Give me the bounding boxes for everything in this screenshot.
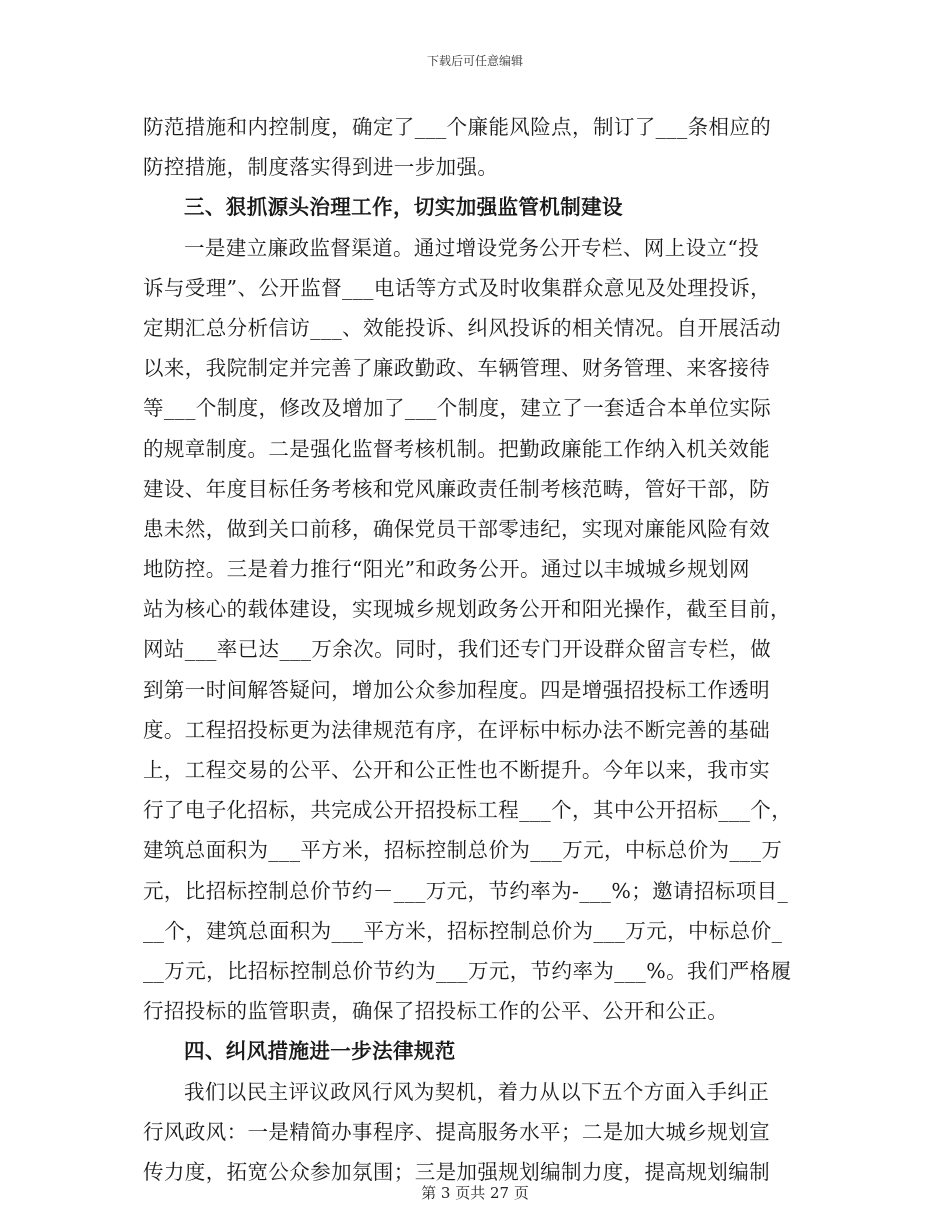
text-line: 建设、年度目标任务考核和党风廉政责任制考核范畴，管好干部，防 bbox=[143, 476, 770, 501]
section-heading: 四、纠风措施进一步法律规范 bbox=[184, 1039, 456, 1064]
text-line: 上，工程交易的公平、公开和公正性也不断提升。今年以来，我市实 bbox=[143, 758, 770, 782]
text-line: 以来，我院制定并完善了廉政勤政、车辆管理、财务管理、来客接待 bbox=[143, 356, 770, 381]
text-line: 诉与受理”、公开监督___电话等方式及时收集群众意见及处理投诉， bbox=[143, 275, 772, 300]
text-line: 网站___率已达___万余次。同时，我们还专门开设群众留言专栏，做 bbox=[143, 637, 772, 662]
text-line: __个，建筑总面积为___平方米，招标控制总价为___万元，中标总价_ bbox=[143, 918, 783, 943]
text-line: 一是建立廉政监督渠道。通过增设党务公开专栏、网上设立“投 bbox=[184, 235, 760, 260]
text-line: 我们以民主评议政风行风为契机，着力从以下五个方面入手纠正 bbox=[184, 1079, 770, 1104]
text-line: 建筑总面积为___平方米，招标控制总价为___万元，中标总价为___万 bbox=[143, 838, 783, 863]
text-line: 地防控。三是着力推行“阳光”和政务公开。通过以丰城城乡规划网 bbox=[143, 557, 750, 582]
text-line: 定期汇总分析信访___、效能投诉、纠风投诉的相关情况。自开展活动 bbox=[143, 315, 782, 340]
text-line: __万元，比招标控制总价节约为___万元，节约率为___%。我们严格履 bbox=[143, 958, 792, 983]
text-line: 的规章制度。二是强化监督考核机制。把勤政廉能工作纳入机关效能 bbox=[143, 436, 770, 461]
text-line: 行招投标的监管职责，确保了招投标工作的公平、公开和公正。 bbox=[143, 999, 729, 1024]
page-footer: 第 3 页共 27 页 bbox=[421, 1184, 529, 1202]
text-line: 患未然，做到关口前移，确保党员干部零违纪，实现对廉能风险有效 bbox=[143, 516, 770, 541]
section-heading: 三、狠抓源头治理工作，切实加强监管机制建设 bbox=[184, 195, 623, 220]
text-line: 站为核心的载体建设，实现城乡规划政务公开和阳光操作，截至目前， bbox=[143, 597, 791, 622]
text-line: 等___个制度，修改及增加了___个制度，建立了一套适合本单位实际 bbox=[143, 396, 772, 421]
text-line: 元，比招标控制总价节约－___万元，节约率为-___%；邀请招标项目_ bbox=[143, 878, 789, 903]
text-line: 传力度，拓宽公众参加氛围；三是加强规划编制力度，提高规划编制 bbox=[143, 1159, 770, 1184]
text-line: 行了电子化招标，共完成公开招投标工程___个，其中公开招标___个， bbox=[143, 798, 793, 823]
text-line: 行风政风：一是精简办事程序、提高服务水平；二是加大城乡规划宣 bbox=[143, 1119, 770, 1144]
text-line: 防控措施，制度落实得到进一步加强。 bbox=[143, 155, 499, 180]
document-body bbox=[143, 108, 808, 1193]
text-line: 防范措施和内控制度，确定了___个廉能风险点，制订了___条相应的 bbox=[143, 115, 772, 139]
text-line: 度。工程招投标更为法律规范有序，在评标中标办法不断完善的基础 bbox=[143, 717, 770, 742]
text-line: 到第一时间解答疑问，增加公众参加程度。四是增强招投标工作透明 bbox=[143, 677, 770, 702]
page-header: 下载后可任意编辑 bbox=[426, 54, 523, 68]
